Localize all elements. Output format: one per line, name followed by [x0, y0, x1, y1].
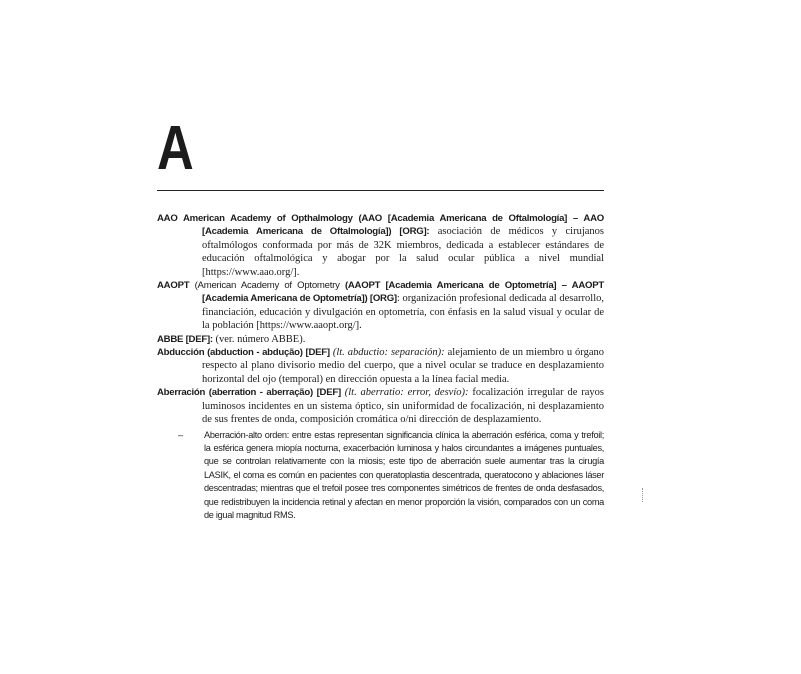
entry-abduccion — [157, 346, 604, 386]
entry-etymology: (lt. abductio: separación): — [329, 347, 445, 359]
section-letter: A — [157, 114, 194, 183]
entry-definition: asociación de médicos y cirujanos oftalmólogos conformada por más de 32K miembros, dedicada a establecer estándares de educación oftalmológica y abogar por la salud ocular pública a nivel mundial [https://www.aao.org/]. — [202, 226, 604, 278]
entry-aberracion — [157, 386, 604, 426]
entry-term-translation: (AAOPT [Academia Americana de Optometría] – AAOPT [Academia Americana de Optometría]) [ORG] — [202, 280, 604, 305]
entry-definition: (ver. número ABBE). — [212, 333, 306, 345]
sub-entry-text: Aberración-alto orden: entre estas representan significancia clínica la aberración esférica, coma y trefoil; la esférica genera miopía nocturna, exacerbación luminosa y halos circundantes a imágenes puntuales, que se controlan relativamente con la miosis; este tipo de aberración suele aumentar tras la cirugía LASIK, el coma es común en pacientes con queratoplastia descentrada, queratocono y ablaciones láser descentradas; mientras que el trefoil posee tres componentes simétricos de frentes de onda desfasados, que redistribuyen la incidencia retinal y afectan en menor proporción la visión, comparados con un coma de igual magnitud RMS. — [204, 429, 604, 520]
entry-term: ABBE [DEF]: — [157, 333, 213, 345]
sub-entry-high-order-aberration — [178, 429, 604, 523]
entry-definition: : organización profesional dedicada al desarrollo, financiación, educación y divulgación en optometría, con énfasis en la salud visual y ocular de la población [https://www.aaopt.org/]. — [202, 293, 605, 332]
entry-etymology: (lt. aberratio: error, desvío): — [340, 387, 469, 399]
entry-definition: focalización irregular de rayos luminosos incidentes en un sistema óptico, sin uniformidad de focalización, ni desplazamiento de sus frentes de onda, composición cromática o/ni dirección de desplazamiento. — [202, 387, 604, 426]
section-divider — [157, 190, 604, 191]
entry-term-acronym: AAOPT — [157, 280, 190, 292]
entry-aaopt — [157, 279, 604, 333]
entry-term: Aberración (aberration - aberração) [DEF] — [157, 387, 341, 399]
glossary-entries — [157, 212, 604, 522]
margin-mark — [642, 488, 644, 502]
entry-term: Abducción (abduction - abdução) [DEF] — [157, 347, 330, 359]
entry-definition: alejamiento de un miembro u órgano respecto al plano divisorio medio del cuerpo, que a nivel ocular se traduce en desplazamiento horizontal del ojo (temporal) en dirección opuesta a la línea facial media. — [202, 347, 605, 385]
entry-abbe — [157, 333, 604, 346]
entry-term-expansion: (American Academy of Optometry — [189, 280, 345, 292]
entry-aao — [157, 212, 604, 279]
list-dash: – — [178, 429, 183, 440]
entry-term: AAO American Academy of Opthalmology (AAO [Academia Americana de Oftalmología] – AAO [Academia Americana de Oftalmología]) [ORG]: — [157, 213, 604, 238]
